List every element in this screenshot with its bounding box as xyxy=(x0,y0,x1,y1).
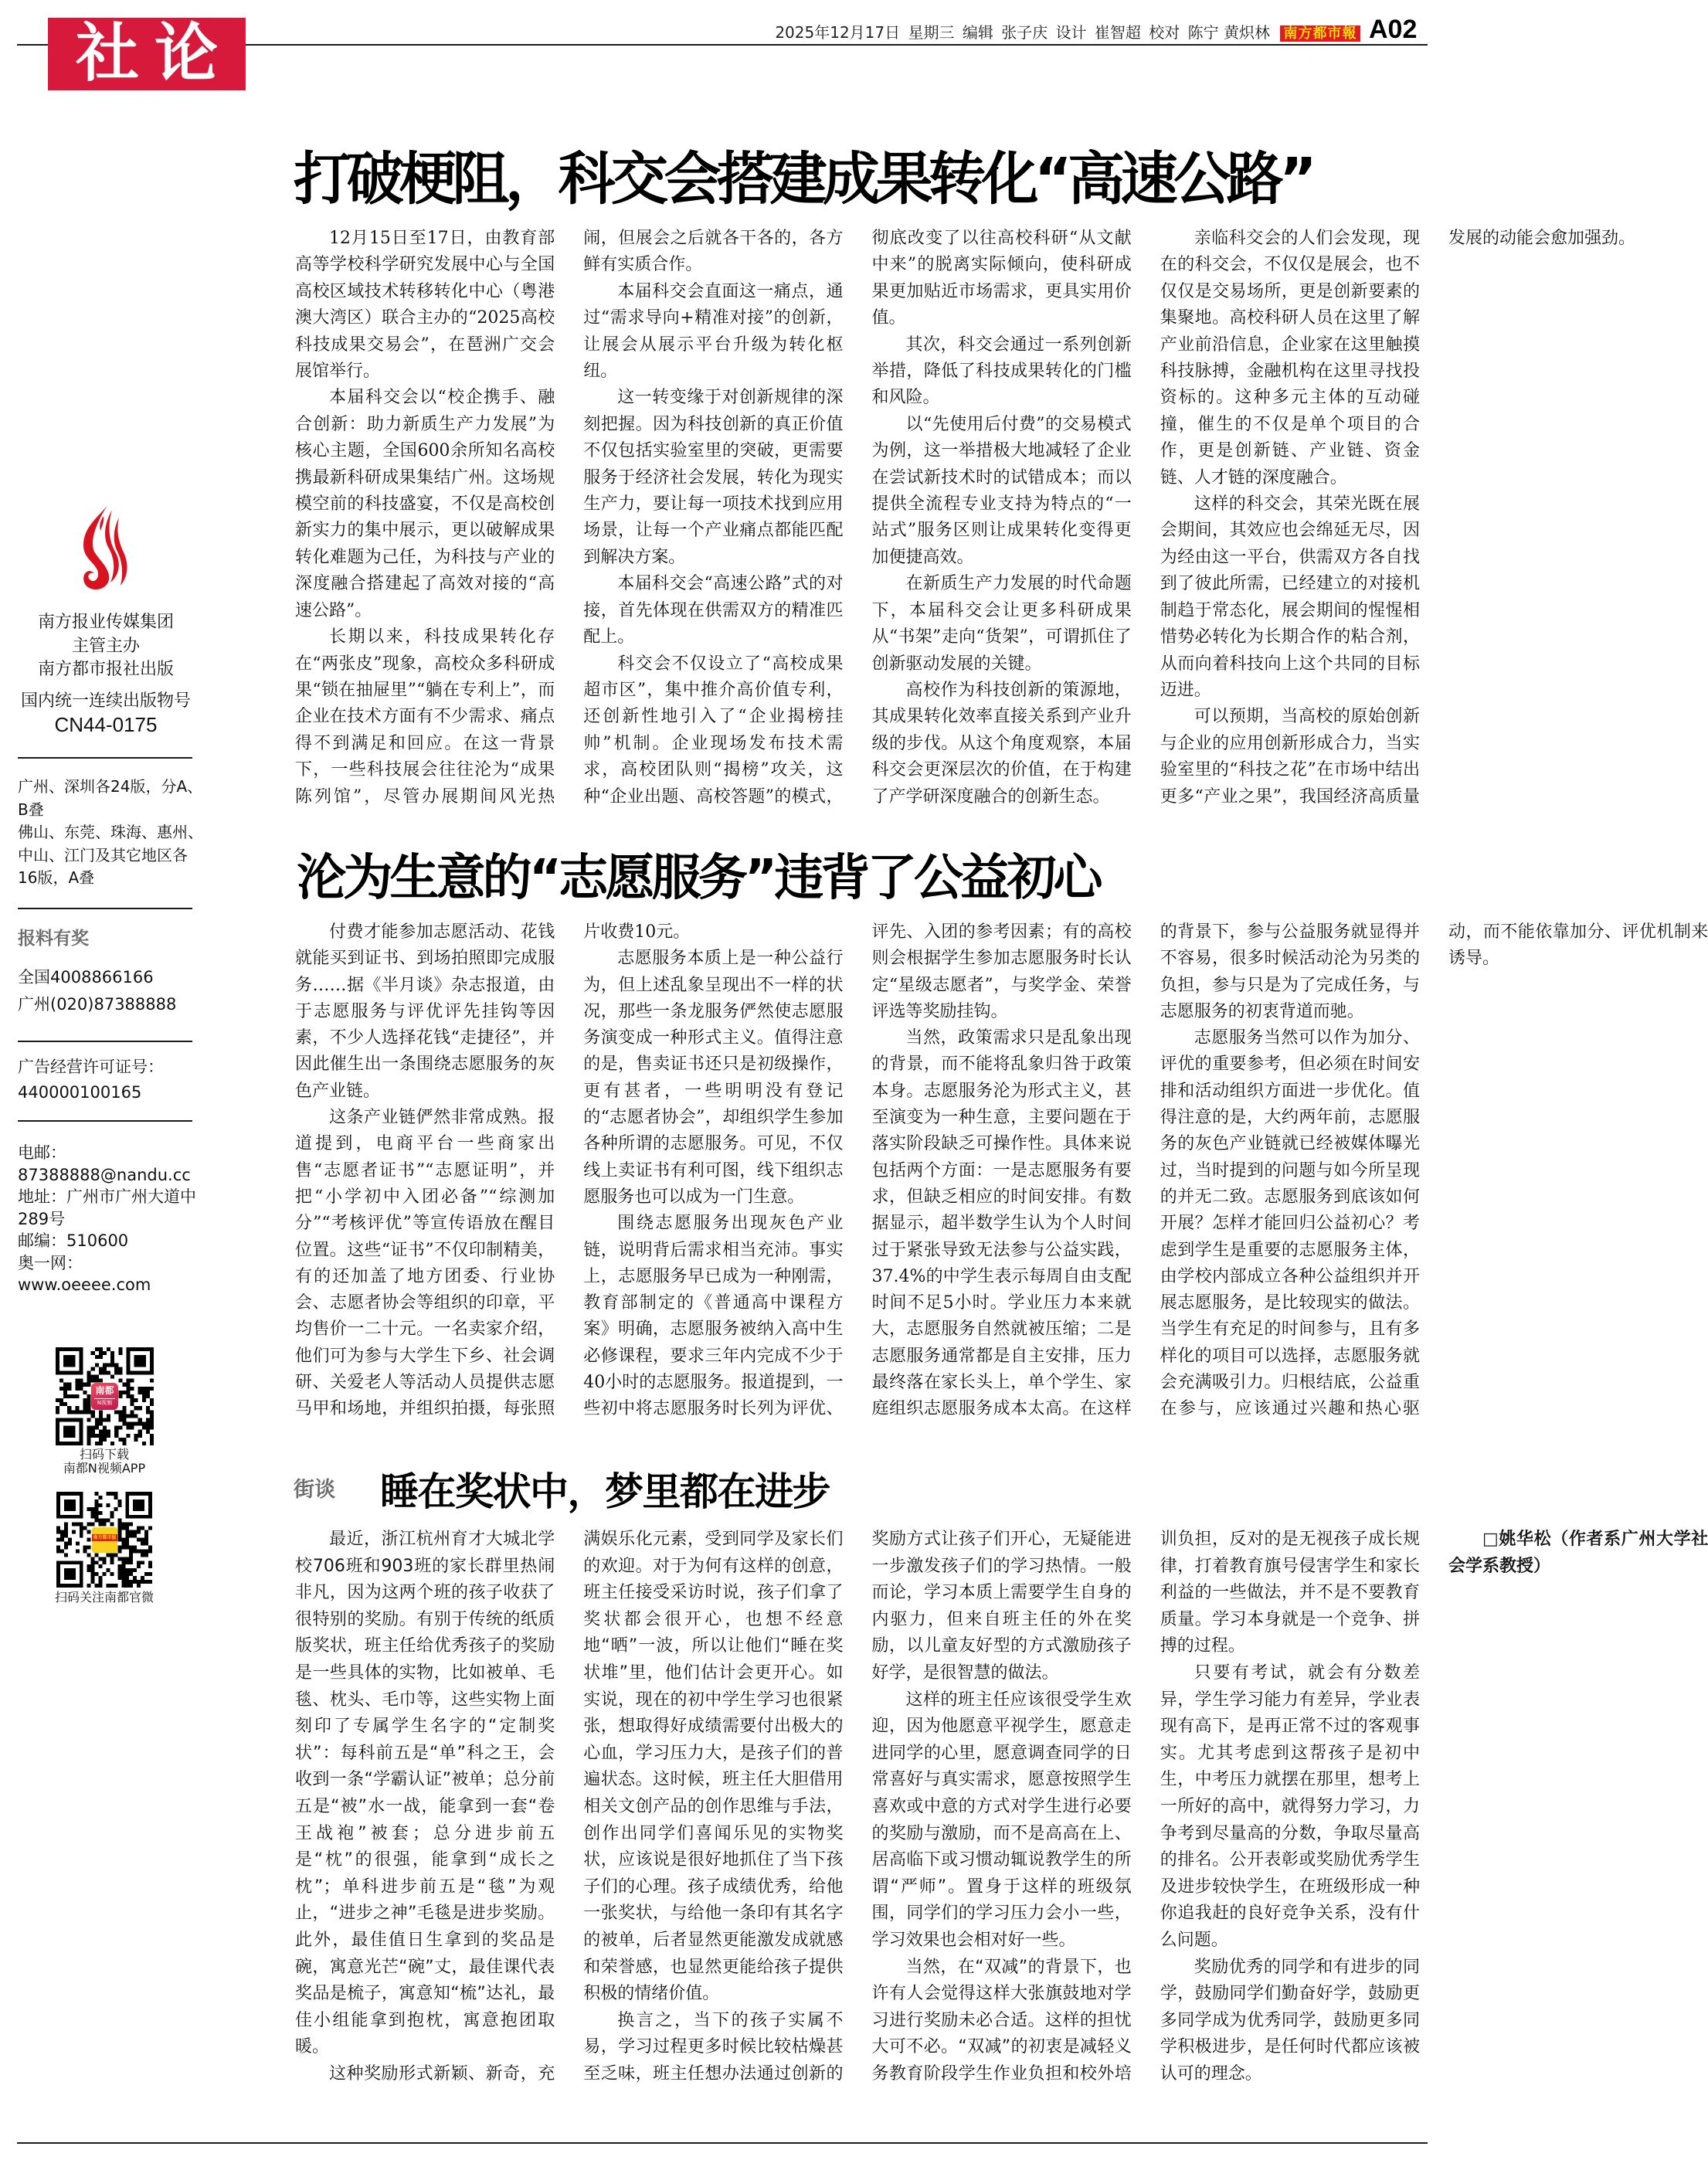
paragraph: 本届科交会“高速公路”式的对接，首先体现在供需双方的精准匹配上。 xyxy=(583,574,844,647)
paragraph: 在新质生产力发展的时代命题下，本届科交会让更多科研成果从“书架”走向“货架”，可谓抓住了创新驱动发展的关键。 xyxy=(871,574,1132,674)
article-title: 打破梗阻，科交会搭建成果转化“高速公路” xyxy=(294,146,1313,212)
credit-names-design: 崔智超 xyxy=(1094,23,1141,42)
paragraph: 科交会不仅设立了“高校成果超市区”，集中推介高价值专利，还创新性地引入了“企业揭榜挂帅”机制。企业现场发布技术需求，高校团队则“揭榜”攻关，这种“企业出题、高校答题”的模式，彻底改变了以往高校科研“从文献中来”的脱离实际倾向，使科研成果更加贴近市场需求，更具实用价值。 xyxy=(583,229,1132,807)
paper-logo-icon xyxy=(92,1527,117,1553)
article-body xyxy=(295,1527,1708,2114)
qr-caption xyxy=(27,1591,182,1605)
hotline: 全国4008866166 xyxy=(18,968,154,987)
flame-logo-icon xyxy=(80,504,127,593)
serial-info xyxy=(17,690,195,736)
column-label: 街谈 xyxy=(294,1478,335,1502)
author-byline: □姚华松（作者系广州大学社会学系教授） xyxy=(1448,1530,1708,1576)
flame-body xyxy=(83,505,109,589)
contact-postcode: 邮编：510600 xyxy=(18,1231,129,1250)
paper-logo: 南方都市報 xyxy=(1280,25,1360,42)
paragraph: 这条产业链俨然非常成熟。报道提到，电商平台一些商家出售“志愿者证书”“志愿证明”，并把“小学初中入团必备”“综测加分”“考核评优”等宣传语放在醒目位置。这些“证书”不仅印制精美，有的还加盖了地方团委、行业协会、志愿者协会等组织的印章，平均售价一二十元。一名卖家介绍，他们可为参与大学生下乡、社会调研、关爱老人等活动人员提供志愿马甲和场地，并组织拍摄，每张照片收费10元。 xyxy=(295,922,691,1419)
paragraph: 当然，在“双减”的背景下，也许有人会觉得这样大张旗鼓地对学习进行奖励未必合适。这样的担忧大可不必。“双减”的初衷是减轻义务教育阶段学生作业负担和校外培训负担，反对的是无视孩子成长规律，打着教育旗号侵害学生和家长利益的一些做法，并不是不要教育质量。学习本身就是一个竞争、拼搏的过程。 xyxy=(871,1530,1420,2084)
paragraph: 最近，浙江杭州育才大城北学校706班和903班的家长群里热闹非凡，因为这两个班的孩子收获了很特别的奖励。有别于传统的纸质版奖状，班主任给优秀孩子的奖励是一些具体的实物，比如被单、毛毯、枕头、毛巾等，这些实物上面刻印了专属学生名字的“定制奖状”：每科前五是“单”科之王，会收到一条“学霸认证”被单；总分前五是“被”水一战，能拿到一套“卷王战袍”被套；总分进步前五是“枕”的很强，能拿到“成长之枕”；单科进步前五是“毯”为观止，“进步之神”毛毯是进步奖励。此外，最佳值日生拿到的奖品是碗，寓意光芒“碗”丈，最佳课代表奖品是梳子，寓意知“梳”达礼，最佳小组能拿到抱枕，寓意抱团取暖。 xyxy=(295,1530,555,2057)
issue-weekday: 星期三 xyxy=(908,23,955,42)
ad-license xyxy=(18,1055,203,1105)
sidebar-divider xyxy=(18,1041,192,1042)
credit-role-proofread: 校对 xyxy=(1149,23,1180,42)
credit-names-editor: 张子庆 xyxy=(1001,23,1048,42)
paragraph: 只要有考试，就会有分数差异，学生学习能力有差异，学业表现有高下，是再正常不过的客观事实。尤其考虑到这帮孩子是初中生，中考压力就摆在那里，想考上一所好的高中，就得努力学习，力争考到尽量高的分数，争取尽量高的排名。公开表彰或奖励优秀学生及进步较快学生，在班级形成一种你追我赶的良好竞争关系，没有什么问题。 xyxy=(1160,1662,1420,1950)
paragraph: 亲临科交会的人们会发现，现在的科交会，不仅仅是展会，也不仅仅是交易场所，更是创新要素的集聚地。高校科研人员在这里了解产业前沿信息，企业家在这里触摸科技脉搏，金融机构在这里寻找投资标的。这种多元主体的互动碰撞，催生的不仅是单个项目的合作，更是创新链、产业链、资金链、人才链的深度融合。 xyxy=(1160,229,1420,487)
app-logo-icon xyxy=(91,1383,118,1410)
article-title: 沦为生意的“志愿服务”违背了公益初心 xyxy=(297,850,1100,907)
paragraph: 本届科交会以“校企携手、融合创新：助力新质生产力发展”为核心主题，全国600余所知名高校携最新科研成果集结广州。这场规模空前的科技盛宴，不仅是高校创新实力的集中展示，更以破解成果转化难题为己任，为科技与产业的深度融合搭建起了高效对接的“高速公路”。 xyxy=(295,388,555,620)
paragraph: 志愿服务本质上是一种公益行为，但上述乱象呈现出不一样的状况，那些一条龙服务俨然使志愿服务演变成一种形式主义。值得注意的是，售卖证书还只是初级操作，更有甚者，一些明明没有登记的“志愿者协会”，却组织学生参加各种所谓的志愿服务。可见，不仅线上卖证书有利可图，线下组织志愿服务也可以成为一门生意。 xyxy=(583,949,844,1207)
sidebar-divider xyxy=(18,908,192,909)
paragraph: 志愿服务当然可以作为加分、评优的重要参考，但必须在时间安排和活动组织方面进一步优化。值得注意的是，大约两年前，志愿服务的灰色产业链就已经被媒体曝光过，当时提到的问题与如今所呈现的并无二致。志愿服务到底该如何开展？怎样才能回归公益初心？考虑到学生是重要的志愿服务主体，由学校内部成立各种公益组织并开展志愿服务，是比较现实的做法。当学生有充足的时间参与，且有多样化的项目可以选择，志愿服务就会充满吸引力。归根结底，公益重在参与，应该通过兴趣和热心驱动，而不能依靠加分、评优机制来诱导。 xyxy=(1160,922,1708,1419)
paragraph: 可以预期，当高校的原始创新与企业的应用创新形成合力，当实验室里的“科技之花”在市场中结出更多“产业之果”，我国经济高质量发展的动能会愈加强劲。 xyxy=(1160,229,1636,807)
website-label: 奥一网： xyxy=(18,1253,83,1272)
website-url: www.oeeee.com xyxy=(18,1275,151,1294)
page-number: A02 xyxy=(1369,15,1418,44)
paragraph: 这一转变缘于对创新规律的深刻把握。因为科技创新的真正价值不仅包括实验室里的突破，更需要服务于经济社会发展，转化为现实生产力，要让每一项技术找到应用场景，让每一个产业痛点都能匹配到解决方案。 xyxy=(583,388,844,567)
paragraph: 以“先使用后付费”的交易模式为例，这一举措极大地减轻了企业在尝试新技术时的试错成本；而以提供全流程专业支持为特点的“一站式”服务区则让成果转化变得更加便捷高效。 xyxy=(871,414,1132,567)
email-address: 87388888@nandu.cc xyxy=(18,1165,191,1184)
ad-license-number: 440000100165 xyxy=(18,1083,142,1102)
issue-date: 2025年12月17日 xyxy=(775,23,901,42)
paper-logo-text: 南方都市报 xyxy=(93,1535,117,1540)
article-body xyxy=(295,919,1708,1423)
paragraph: 这样的科交会，其荣光既在展会期间，其效应也会绵延无尽，因为经由这一平台，供需双方各自找到了彼此所需，已经建立的对接机制趋于常态化，展会期间的惺惺相惜势必转化为长期合作的粘合剂，从而向着科技向上这个共同的目标迈进。 xyxy=(1160,494,1420,700)
publisher-line: 南方报业传媒集团 xyxy=(37,613,174,632)
hotline: 广州(020)87388888 xyxy=(18,995,177,1014)
publisher-line: 南方都市报社出版 xyxy=(37,660,174,679)
paragraph: 围绕志愿服务出现灰色产业链，说明背后需求相当充沛。事实上，志愿服务早已成为一种刚需，教育部制定的《普通高中课程方案》明确，志愿服务被纳入高中生必修课程，要求三年内完成不少于40小时的志愿服务。报道提到，一些初中将志愿服务时长列为评优、评先、入团的参考因素；有的高校则会根据学生参加志愿服务时长认定“星级志愿者”，与奖学金、荣誉评选等奖励挂钩。 xyxy=(583,922,1132,1419)
qr-caption-line: 扫码下载 xyxy=(79,1447,129,1462)
sidebar-divider xyxy=(18,757,192,759)
credit-role-design: 设计 xyxy=(1055,23,1087,42)
credit-role-editor: 编辑 xyxy=(962,23,993,42)
paragraph: 高校作为科技创新的策源地，其成果转化效率直接关系到产业升级的步伐。从这个角度观察，本届科交会更深层次的价值，在于构建了产学研深度融合的创新生态。 xyxy=(871,680,1132,807)
credit-names-proofread: 陈宁 黄炽林 xyxy=(1187,23,1270,42)
edition-line: 佛山、东莞、珠海、惠州、中山、江门及其它地区各16版，A叠 xyxy=(18,823,203,888)
section-badge xyxy=(48,18,246,90)
edition-info xyxy=(18,776,203,890)
paragraph: 当然，政策需求只是乱象出现的背景，而不能将乱象归咎于政策本身。志愿服务沦为形式主义，甚至演变为一种生意，主要问题在于落实阶段缺乏可操作性。具体来说包括两个方面：一是志愿服务有要求，但缺乏相应的时间安排。有数据显示，超半数学生认为个人时间过于紧张导致无法参与公益实践，37.4%的中学生表示每周自由支配时间不足5小时。学业压力本来就大，志愿服务自然就被压缩；二是志愿服务通常都是自主安排，压力最终落在家长头上，单个学生、家庭组织志愿服务成本太高。在这样的背景下，参与公益服务就显得并不容易，很多时候活动沦为另类的负担，参与只是为了完成任务，与志愿服务的初衷背道而驰。 xyxy=(871,922,1420,1419)
ad-license-label: 广告经营许可证号： xyxy=(18,1058,164,1076)
paragraph: 这样的班主任应该很受学生欢迎，因为他愿意平视学生，愿意走进同学的心里，愿意调查同学的日常喜好与真实需求，愿意按照学生喜欢或中意的方式对学生进行必要的奖励与激励，而不是高高在上、居高临下或习惯动辄说教学生的所谓“严师”。置身于这样的班级氛围，同学们的学习压力会小一些，学习效果也会相对好一些。 xyxy=(871,1690,1132,1950)
serial-number: CN44-0175 xyxy=(54,713,158,736)
tipoff-heading: 报料有奖 xyxy=(18,929,89,949)
article-title: 睡在奖状中，梦里都在进步 xyxy=(380,1469,830,1514)
paragraph: 付费才能参加志愿活动、花钱就能买到证书、到场拍照即完成服务……据《半月谈》杂志报道，由于志愿服务与评优评先挂钩等因素，不少人选择花钱“走捷径”，并因此催生出一条围绕志愿服务的灰色产业链。 xyxy=(295,922,555,1101)
contact-info xyxy=(18,1142,203,1296)
publisher-info xyxy=(17,611,195,682)
publisher-line: 主管主办 xyxy=(71,636,140,656)
paragraph: 12月15日至17日，由教育部高等学校科学研究发展中心与全国高校区域技术转移转化中心（粤港澳大湾区）联合主办的“2025高校科技成果交易会”，在琶洲广交会展馆举行。 xyxy=(295,229,555,382)
paragraph: 这种奖励形式新颖、新奇，充满娱乐化元素，受到同学及家长们的欢迎。对于为何有这样的创意，班主任接受采访时说，孩子们拿了奖状都会很开心，也想不经意地“晒”一波，所以让他们“睡在奖状堆”里，他们估计会更开心。如实说，现在的初中学生学习也很紧张，想取得好成绩需要付出极大的心血，学习压力大，是孩子们的普遍状态。这时候，班主任大胆借用相关文创产品的创作思维与手法，创作出同学们喜闻乐见的实物奖状，应该说是很好地抓住了当下孩子们的心理。孩子成绩优秀，给他一张奖状，与给他一条印有其名字的被单，后者显然更能激发成就感和荣誉感，也显然更能给孩子提供积极的情绪价值。 xyxy=(329,1530,844,2084)
contact-address: 地址：广州市广州大道中289号 xyxy=(18,1187,196,1228)
flame-stripe xyxy=(100,516,104,531)
paragraph: 其次，科交会通过一系列创新举措，降低了科技成果转化的门槛和风险。 xyxy=(871,335,1132,408)
section-title: 社论 xyxy=(75,17,233,90)
qr-caption xyxy=(27,1448,182,1476)
paragraph: 本届科交会直面这一痛点，通过“需求导向+精准对接”的创新，让展会从展示平台升级为转化枢纽。 xyxy=(583,281,844,382)
edition-line: 广州、深圳各24版，分A、B叠 xyxy=(18,777,203,819)
tipoff-hotlines xyxy=(18,964,203,1018)
footer-rule xyxy=(17,2142,1428,2144)
sidebar-divider xyxy=(18,1120,192,1122)
app-logo-text: 南都 xyxy=(95,1385,114,1396)
paragraph: 奖励优秀的同学和有进步的同学，鼓励同学们勤奋好学，鼓励更多同学成为优秀同学，鼓励更多同学积极进步，是任何时代都应该被认可的理念。 xyxy=(1160,1957,1420,2084)
app-logo-subtext: N视频 xyxy=(94,1398,115,1407)
email-label: 电邮： xyxy=(18,1143,66,1162)
paragraph: 换言之，当下的孩子实属不易，学习过程更多时候比较枯燥甚至乏味，班主任想办法通过创新的奖励方式让孩子们开心，无疑能进一步激发孩子们的学习热情。一般而论，学习本质上需要学生自身的内驱力，但来自班主任的外在奖励，以儿童友好型的方式激励孩子好学，是很智慧的做法。 xyxy=(583,1530,1132,2084)
contact-website xyxy=(18,1252,203,1296)
contact-email xyxy=(18,1142,203,1186)
article-body xyxy=(295,226,1636,810)
page-credits xyxy=(772,24,1270,41)
qr-caption-line: 南都N视频APP xyxy=(63,1461,146,1476)
qr-caption-line: 扫码关注南都官微 xyxy=(54,1590,154,1605)
serial-label: 国内统一连续出版物号 xyxy=(20,691,191,711)
paragraph: 长期以来，科技成果转化存在“两张皮”现象，高校众多科研成果“锁在抽屉里”“躺在专利上”，而企业在技术方面有不少需求、痛点得不到满足和回应。在这一背景下，一些科技展会往往沦为“成果陈列馆”，尽管办展期间风光热闹，但展会之后就各干各的，各方鲜有实质合作。 xyxy=(295,229,844,807)
